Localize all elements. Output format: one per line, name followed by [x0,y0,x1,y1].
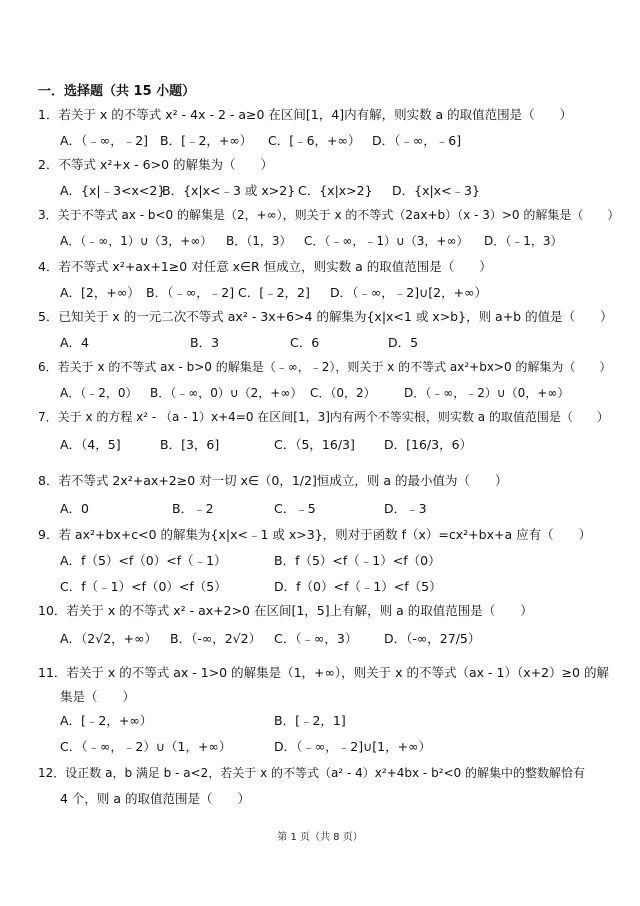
question-2-option-d: D．{x|x<﹣3} [392,183,480,198]
question-10-stem: 10．若关于 x 的不等式 x² - ax+2>0 在区间[1，5]上有解，则 a 的取值范围是（ ） [38,603,533,618]
question-7-option-b: B．[3，6] [160,437,220,452]
question-6-option-a: A．（﹣2，0） [60,386,138,400]
question-2-option-c: C．{x|x>2} [298,183,373,198]
question-6-option-b: B．（﹣∞，0）∪（2，+∞） [150,386,303,400]
question-4-option-b: B．（﹣∞，﹣2] [146,285,235,300]
question-11-option-c: C．（﹣∞，﹣2）∪（1，+∞） [60,739,232,754]
question-5-option-c: C．6 [290,335,320,350]
question-10-option-b: B．（-∞，2√2） [170,631,262,646]
question-5-option-b: B．3 [190,335,220,350]
question-7-option-c: C．（5，16/3] [274,437,355,452]
question-1-option-c: C．[﹣6，+∞） [268,133,361,148]
question-5-option-a: A．4 [60,335,90,350]
question-1-option-b: B．[﹣2，+∞） [160,133,253,148]
question-10-option-d: D．（-∞，27/5） [384,631,481,646]
question-9-option-c: C．f（﹣1）<f（0）<f（5） [60,579,227,594]
question-7-stem: 7．关于 x 的方程 x² - （a - 1）x+4=0 在区间[1，3]内有两个不等实根，则实数 a 的取值范围是（ ） [38,410,609,424]
question-5-stem: 5．已知关于 x 的一元二次不等式 ax² - 3x+6>4 的解集为{x|x<1 或 x>b}，则 a+b 的值是（ ） [38,309,613,324]
question-4-option-d: D．（﹣∞，﹣2]∪[2，+∞） [330,285,487,300]
question-12-stem-cont: 4 个，则 a 的取值范围是（ ） [60,791,251,806]
question-8-option-c: C．﹣5 [274,501,316,516]
section-title: 一．选择题（共 15 小题） [38,84,196,99]
question-1-stem: 1．若关于 x 的不等式 x² - 4x - 2 - a≥0 在区间[1，4]内有解，则实数 a 的取值范围是（ ） [38,107,573,122]
question-11-option-d: D．（﹣∞，﹣2]∪[1，+∞） [274,739,431,754]
question-11-stem: 11．若关于 x 的不等式 ax - 1>0 的解集是（1，+∞），则关于 x 的不等式（ax - 1）（x+2）≥0 的解 [38,665,609,680]
question-6-stem: 6．若关于 x 的不等式 ax - b>0 的解集是（﹣∞，﹣2），则关于 x 的不等式 ax²+bx>0 的解集为（ ） [38,360,612,374]
question-10-option-a: A．（2√2，+∞） [60,631,158,646]
question-2-option-a: A．{x|﹣3<x<2} [60,183,166,198]
question-3-option-d: D．（﹣1，3） [484,234,563,248]
question-9-stem: 9．若 ax²+bx+c<0 的解集为{x|x<﹣1 或 x>3}，则对于函数 f（x）=cx²+bx+a 应有（ ） [38,527,592,542]
question-1-option-a: A．（﹣∞，﹣2] [60,133,149,148]
question-4-option-c: C．[﹣2，2] [238,285,310,300]
question-8-option-d: D．﹣3 [384,501,427,516]
question-2-option-b: B．{x|x<﹣3 或 x>2} [162,183,296,198]
question-7-option-a: A．（4，5] [60,437,121,452]
question-9-option-a: A．f（5）<f（0）<f（﹣1） [60,553,227,568]
question-11-option-a: A．[﹣2，+∞） [60,713,153,728]
question-11-stem-cont: 集是（ ） [60,689,136,704]
question-10-option-c: C．（﹣∞，3） [274,631,358,646]
question-8-option-a: A．0 [60,501,90,516]
question-9-option-d: D．f（0）<f（﹣1）<f（5） [274,579,442,594]
question-8-stem: 8．若不等式 2x²+ax+2≥0 对一切 x∈（0，1/2]恒成立，则 a 的最小值为（ ） [38,473,508,488]
question-3-option-b: B．（1，3） [226,234,292,248]
question-4-stem: 4．若不等式 x²+ax+1≥0 对任意 x∈R 恒成立，则实数 a 的取值范围是（ ） [38,259,492,274]
question-12-stem: 12．设正数 a，b 满足 b - a<2，若关于 x 的不等式（a² - 4）x²+4bx - b²<0 的解集中的整数解恰有 [38,766,586,780]
question-6-option-d: D．（﹣∞，﹣2）∪（0，+∞） [404,386,570,400]
question-3-stem: 3．关于不等式 ax - b<0 的解集是（2，+∞），则关于 x 的不等式（2ax+b）（x - 3）>0 的解集是（ ） [38,208,620,222]
question-8-option-b: B．﹣2 [172,501,214,516]
question-4-option-a: A．[2，+∞） [60,285,140,300]
question-6-option-c: C．（0，2） [310,386,376,400]
question-1-option-d: D．（﹣∞，﹣6] [372,133,462,148]
page-footer: 第 1 页（共 8 页） [277,832,363,843]
question-5-option-d: D．5 [388,335,419,350]
question-9-option-b: B．f（5）<f（﹣1）<f（0） [274,553,441,568]
question-3-option-c: C．（﹣∞，﹣1）∪（3，+∞） [304,234,469,248]
question-7-option-d: D．[16/3，6） [384,437,473,452]
question-11-option-b: B．[﹣2，1] [274,713,346,728]
question-2-stem: 2．不等式 x²+x - 6>0 的解集为（ ） [38,157,274,172]
question-3-option-a: A．（﹣∞，1）∪（3，+∞） [60,234,213,248]
